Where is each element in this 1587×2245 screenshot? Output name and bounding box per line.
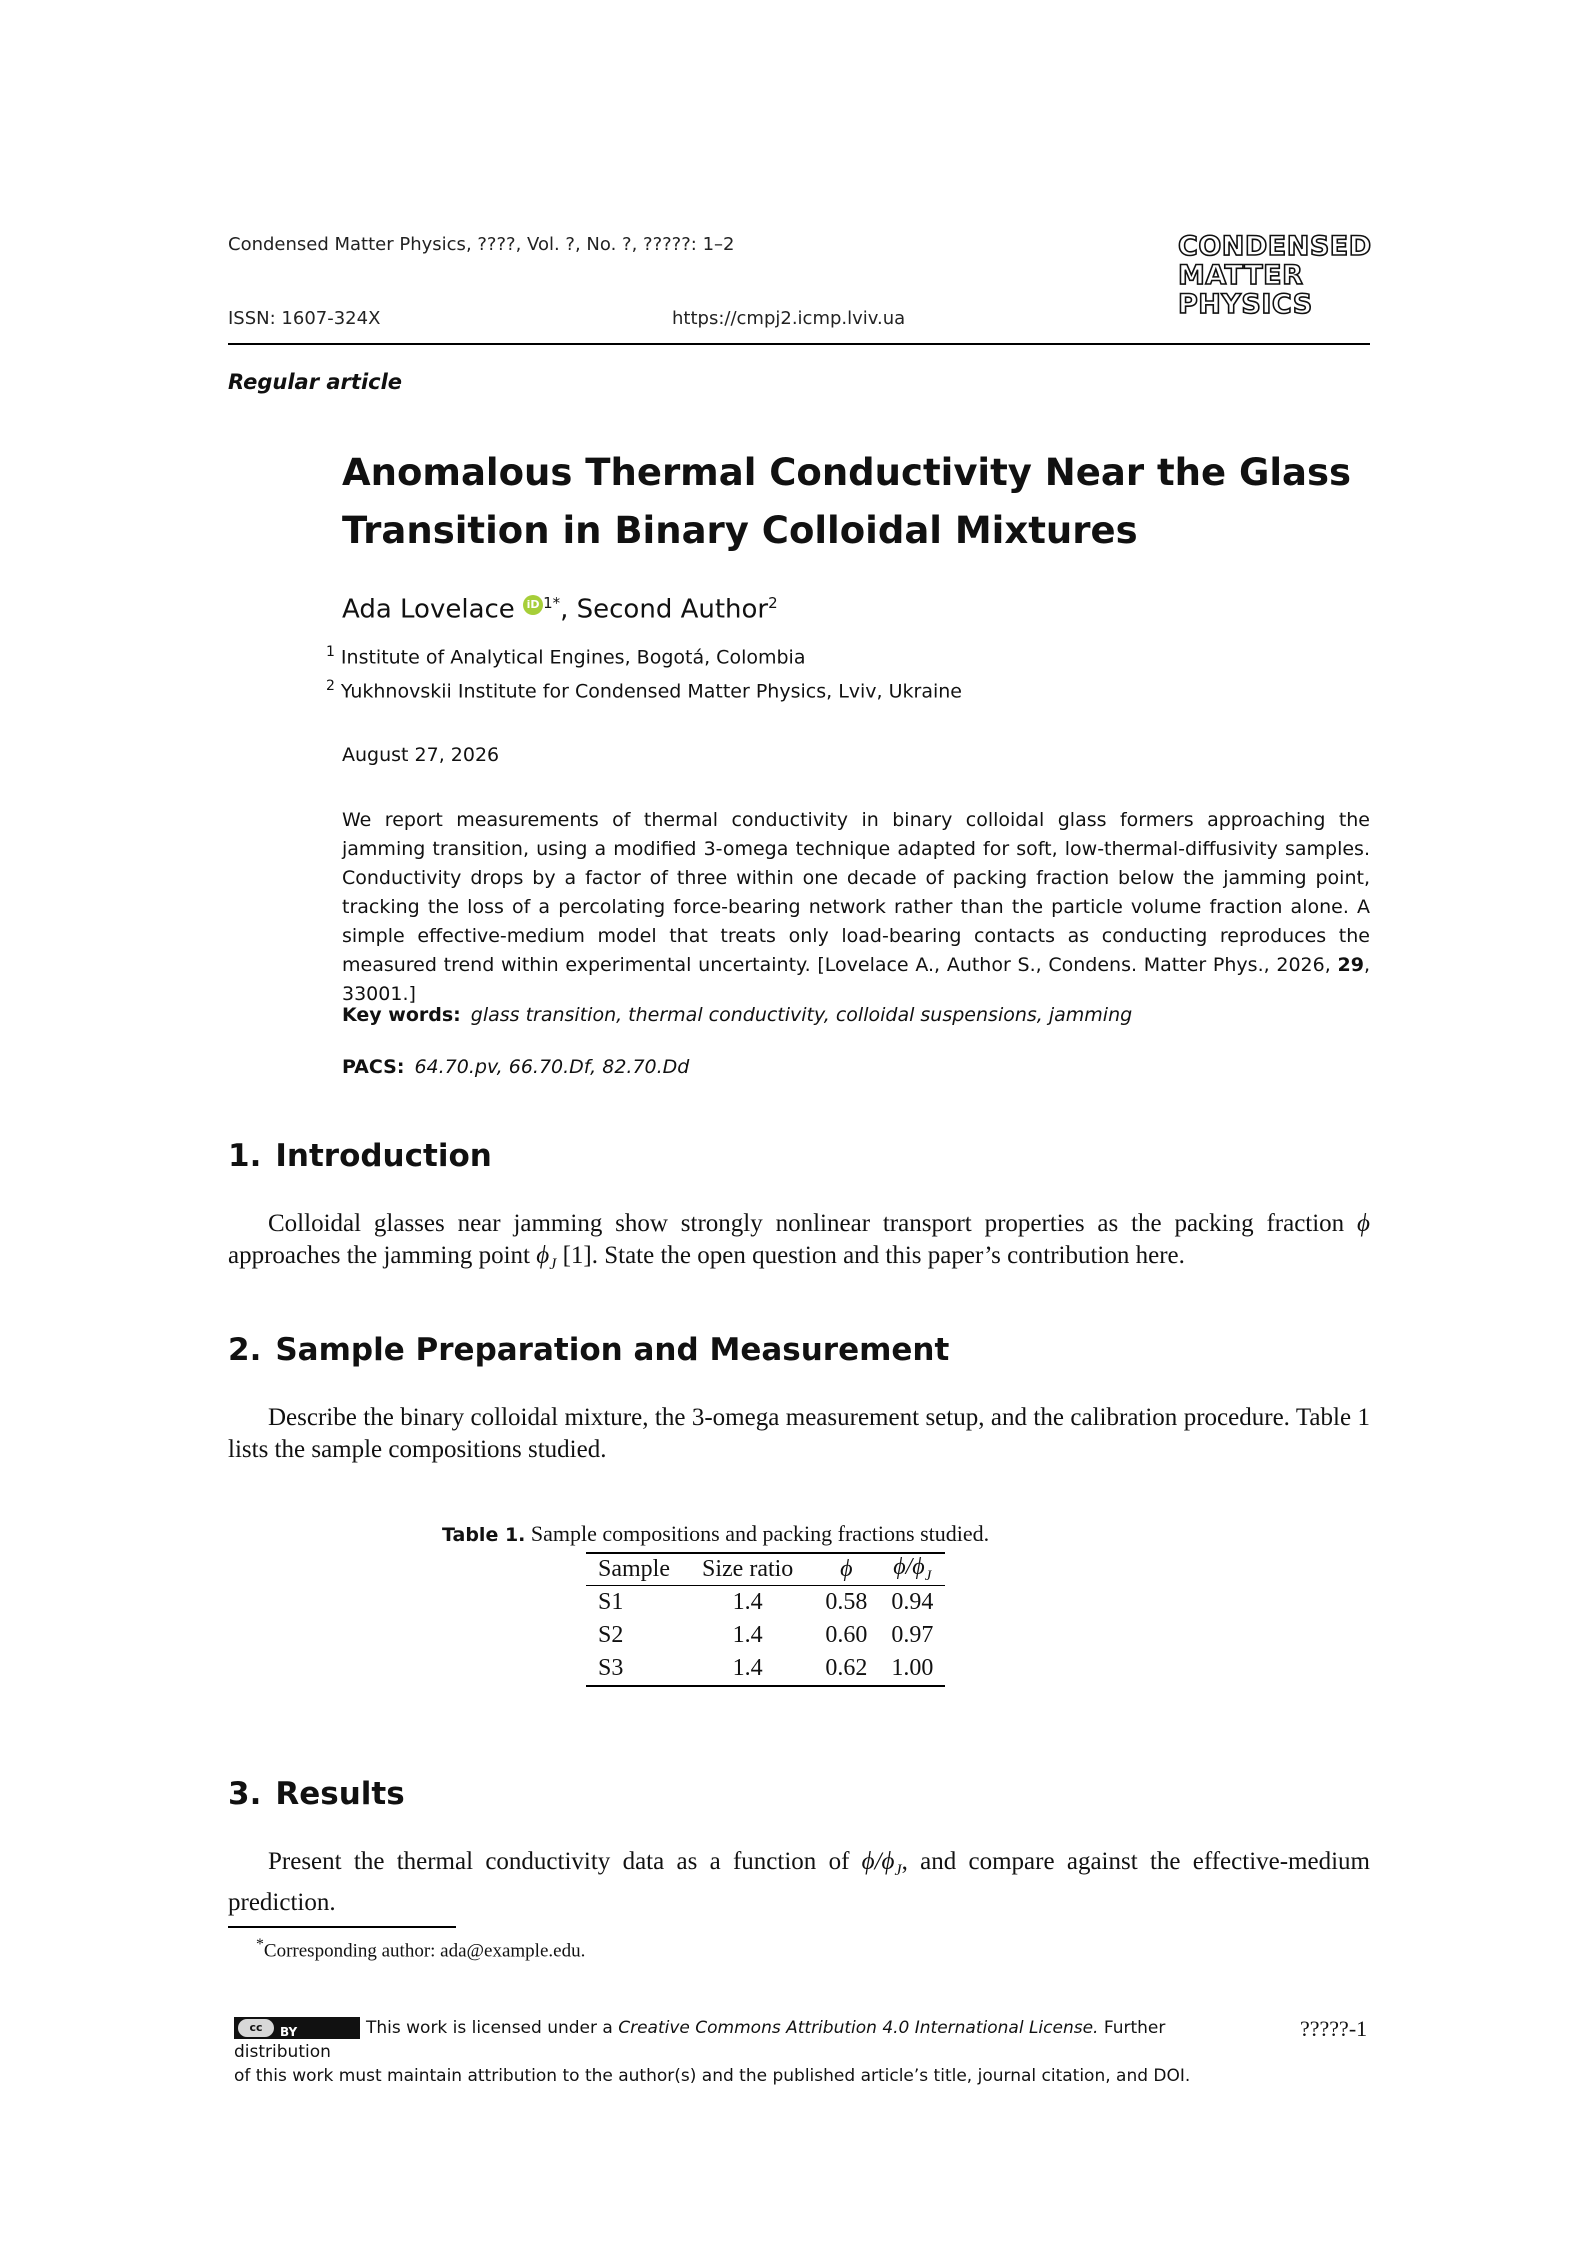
table-container xyxy=(586,1552,945,1687)
corresponding-mark: * xyxy=(552,594,561,612)
logo-line-3: PHYSICS xyxy=(1178,289,1313,320)
logo-line-1: CONDENSED xyxy=(1178,231,1372,262)
keywords-label: Key words: xyxy=(342,1004,461,1026)
affiliation xyxy=(326,644,805,668)
text-run: , and compare against the effective-medium prediction. xyxy=(228,1848,1370,1916)
license-line-1 xyxy=(234,2016,1244,2064)
page-title xyxy=(342,444,1351,560)
section-heading-sample-preparation xyxy=(228,1332,949,1368)
section-title: Results xyxy=(275,1776,405,1812)
math-phi-j: ϕ xyxy=(536,1242,550,1269)
table-caption xyxy=(442,1521,989,1547)
by-icon: BY xyxy=(280,2025,298,2039)
table-cell: S1 xyxy=(598,1588,624,1615)
text-run: Colloidal glasses near jamming show strongly nonlinear transport properties as the packing fraction xyxy=(268,1210,1358,1237)
table-cell: 1.4 xyxy=(732,1621,763,1648)
table-cell: 0.58 xyxy=(825,1588,868,1615)
affiliation-num: 2 xyxy=(326,678,335,694)
section-heading-results xyxy=(228,1776,405,1812)
data-table xyxy=(586,1552,945,1687)
journal-logo xyxy=(1178,232,1372,319)
header-text: ϕ/ϕ xyxy=(893,1554,925,1580)
table-cell: 0.60 xyxy=(825,1621,868,1648)
pacs xyxy=(342,1056,689,1078)
author-name: Second Author xyxy=(576,594,769,625)
column-header: Size ratio xyxy=(702,1555,794,1582)
affiliation-num: 1 xyxy=(326,644,335,660)
section-number: 3. xyxy=(228,1776,262,1812)
footnote-mark: * xyxy=(256,1936,264,1953)
pacs-text: 64.70.pv, 66.70.Df, 82.70.Dd xyxy=(414,1056,690,1078)
license-notice xyxy=(234,2016,1244,2088)
footnote xyxy=(256,1936,585,1962)
authors: Ada Lovelace iD $^{1*}$, Second Author$^2$ xyxy=(342,594,778,625)
citation-volume: 29 xyxy=(1337,954,1364,976)
author-name: Ada Lovelace xyxy=(342,594,515,625)
table-cell: 0.97 xyxy=(891,1621,934,1648)
license-text: This work is licensed under a xyxy=(366,2018,619,2038)
column-header: ϕ xyxy=(840,1555,853,1582)
author-affil-sup: 2 xyxy=(768,594,778,612)
text-run: [1]. State the open question and this paper’s contribution here. xyxy=(556,1242,1185,1269)
section-title: Sample Preparation and Measurement xyxy=(275,1332,950,1368)
paragraph-sample-preparation: Describe the binary colloidal mixture, the 3-omega measurement setup, and the calibration procedure. Table 1 lists the sample compositions studied. xyxy=(228,1404,1370,1463)
table-caption-label: Table 1. xyxy=(442,1524,526,1546)
journal-url[interactable]: https://cmpj2.icmp.lviv.ua xyxy=(672,308,906,329)
table-cell: 0.94 xyxy=(891,1588,934,1615)
license-text: Further distribution xyxy=(234,2018,1166,2062)
section-heading-introduction xyxy=(228,1138,492,1174)
table-cell: 0.62 xyxy=(825,1654,868,1681)
table-row xyxy=(586,1619,945,1652)
math-phi-ratio: ϕ/ϕ xyxy=(861,1848,895,1875)
affiliation-text: Yukhnovskii Institute for Condensed Matter Physics, Lviv, Ukraine xyxy=(340,680,962,703)
table-header-row xyxy=(586,1553,945,1585)
citation-end: , 33001.] xyxy=(342,954,1370,1005)
paragraph-introduction xyxy=(228,1208,1370,1281)
journal-line: Condensed Matter Physics, ????, Vol. ?, No. ?, ?????: 1–2 xyxy=(228,234,735,255)
math-subscript: J xyxy=(894,1862,902,1879)
title-line-2: Transition in Binary Colloidal Mixtures xyxy=(342,509,1138,552)
table-cell: 1.4 xyxy=(732,1588,763,1615)
table-cell: S3 xyxy=(598,1654,624,1681)
column-header xyxy=(879,1553,945,1585)
table-row xyxy=(586,1652,945,1686)
page-number: ?????-1 xyxy=(1300,2016,1368,2041)
table-caption-text: Sample compositions and packing fractions studied. xyxy=(525,1521,990,1546)
footnote-rule xyxy=(228,1926,456,1928)
section-number: 2. xyxy=(228,1332,262,1368)
abstract-text: We report measurements of thermal conductivity in binary colloidal glass formers approaching the jamming transition, using a modified 3-omega technique adapted for soft, low-thermal-diffusivity samples. Conductivity drops by a factor of three within one decade of packing fraction below the jamming point, tracking the loss of a percolating force-bearing network rather than the particle volume fraction alone. A simple effective-medium model that treats only load-bearing contacts as conducting reproduces the measured trend within experimental uncertainty. [Lovelace A., Author S., Condens. Matter Phys., 2026, xyxy=(342,809,1370,976)
cc-icon: cc xyxy=(238,2019,274,2037)
affiliation xyxy=(326,678,962,702)
math-subscript: J xyxy=(549,1256,557,1273)
logo-line-2: MATTER xyxy=(1178,260,1304,291)
table-cell: 1.4 xyxy=(732,1654,763,1681)
date: August 27, 2026 xyxy=(342,744,500,766)
pacs-label: PACS: xyxy=(342,1056,405,1078)
table-cell: S2 xyxy=(598,1621,624,1648)
header-subscript: J xyxy=(924,1567,932,1584)
keywords-text: glass transition, thermal conductivity, colloidal suspensions, jamming xyxy=(470,1004,1133,1026)
math-phi: ϕ xyxy=(1357,1210,1370,1237)
header-rule xyxy=(228,343,1370,345)
article-type: Regular article xyxy=(228,370,403,394)
orcid-icon[interactable]: iD xyxy=(523,595,543,615)
title-line-1: Anomalous Thermal Conductivity Near the Glass xyxy=(342,451,1352,494)
cc-by-badge[interactable] xyxy=(234,2017,360,2039)
keywords xyxy=(342,1004,1132,1026)
text-run: Present the thermal conductivity data as a function of xyxy=(268,1848,862,1875)
table-row xyxy=(586,1585,945,1619)
issn: ISSN: 1607-324X xyxy=(228,308,381,329)
paragraph-results xyxy=(228,1846,1370,1919)
section-title: Introduction xyxy=(275,1138,492,1174)
author-affil-sup: 1 xyxy=(543,594,553,612)
section-number: 1. xyxy=(228,1138,262,1174)
license-link[interactable]: Creative Commons Attribution 4.0 International License. xyxy=(618,2018,1099,2038)
table-cell: 1.00 xyxy=(891,1654,934,1681)
abstract xyxy=(342,806,1370,1009)
license-line-2: of this work must maintain attribution to the author(s) and the published article’s title, journal citation, and DOI. xyxy=(234,2066,1191,2086)
footnote-text: Corresponding author: ada@example.edu. xyxy=(263,1940,586,1962)
affiliation-text: Institute of Analytical Engines, Bogotá, Colombia xyxy=(340,646,806,669)
column-header: Sample xyxy=(598,1555,670,1582)
text-run: approaches the jamming point xyxy=(228,1242,537,1269)
